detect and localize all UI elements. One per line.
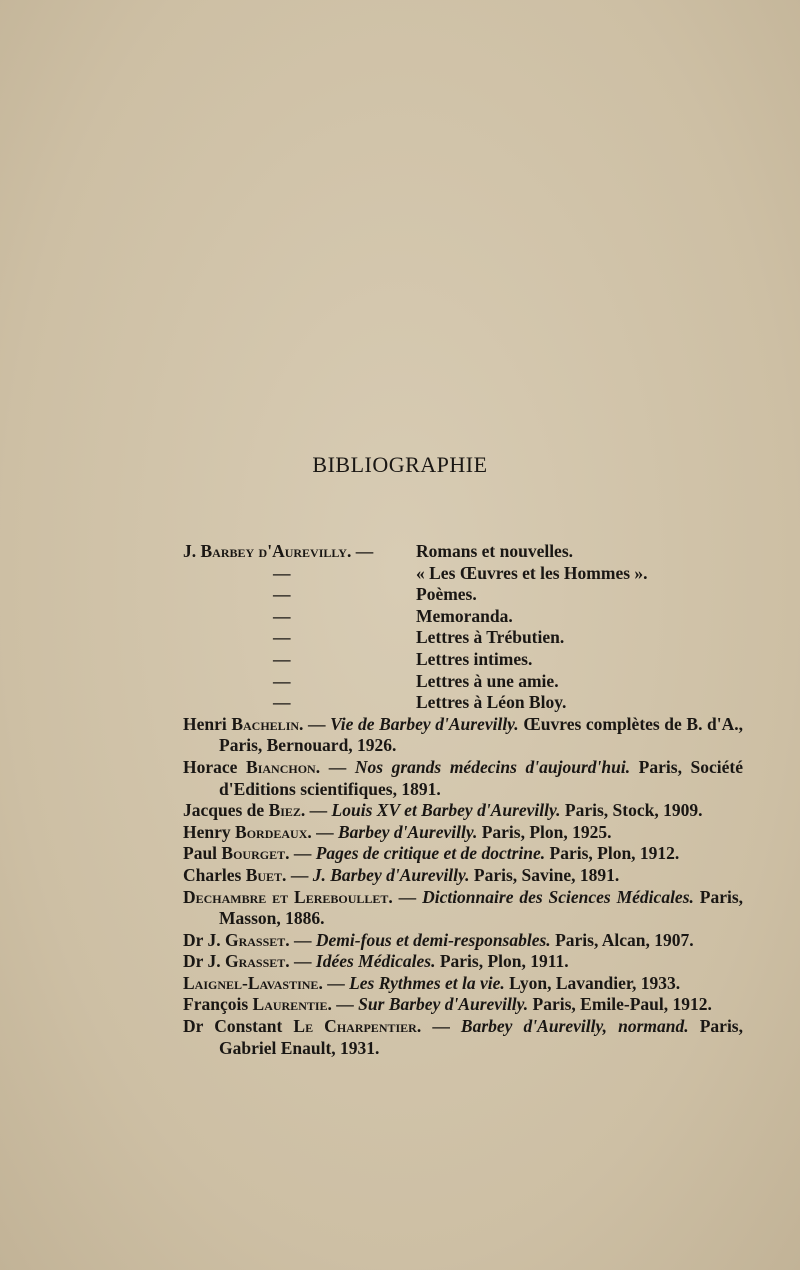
entry-publication: Lyon, Lavandier, 1933.: [504, 972, 681, 993]
entry-prefix: François: [183, 994, 253, 1015]
ditto-dash: —: [273, 605, 291, 626]
barbey-work: Lettres à une amie.: [416, 670, 559, 691]
barbey-entry-line: [183, 584, 743, 606]
entry-separator: —: [305, 800, 332, 821]
entry-author: Bordeaux.: [235, 821, 312, 842]
barbey-work: Poèmes.: [416, 584, 477, 605]
ditto-dash: —: [273, 584, 291, 605]
bibliography-entry: [183, 822, 743, 844]
barbey-work: Lettres intimes.: [416, 648, 533, 669]
entry-title: Louis XV et Barbey d'Aurevilly.: [331, 800, 561, 821]
entry-title: Demi-fous et demi-responsables.: [315, 929, 551, 950]
entry-prefix: Dr Constant: [183, 1016, 294, 1037]
entry-separator: —: [286, 864, 313, 885]
entry-prefix: Dr J.: [183, 929, 225, 950]
barbey-entry-line: [183, 541, 743, 563]
entry-separator: —: [331, 994, 359, 1015]
ditto-dash: —: [273, 648, 291, 669]
entry-publication: Paris, Société d'Editions scientifiques, 1891.: [219, 756, 744, 799]
entry-separator: —: [303, 713, 331, 734]
bibliography: [183, 541, 743, 1059]
barbey-entry-line: [183, 692, 743, 714]
entry-publication: Paris, Savine, 1891.: [469, 864, 620, 885]
entry-title: J. Barbey d'Aurevilly.: [312, 864, 470, 885]
barbey-work: « Les Œuvres et les Hommes ».: [416, 562, 648, 583]
entry-title: Barbey d'Aurevilly.: [337, 821, 478, 842]
entry-author: Dechambre et Lereboullet.: [183, 886, 393, 907]
entry-publication: Œuvres complètes de B. d'A., Paris, Bernouard, 1926.: [219, 713, 744, 756]
page-title: BIBLIOGRAPHIE: [312, 452, 488, 477]
entry-separator: —: [421, 1016, 461, 1037]
barbey-work: Lettres à Trébutien.: [416, 627, 565, 648]
barbey-entry-line: [183, 606, 743, 628]
bibliography-entry: [183, 887, 743, 930]
entry-author: Grasset.: [224, 951, 290, 972]
entry-separator: —: [289, 951, 316, 972]
entry-title: Dictionnaire des Sciences Médicales.: [422, 886, 694, 907]
bibliography-entry: [183, 865, 743, 887]
entry-prefix: Paul: [183, 843, 222, 864]
barbey-entry-line: [183, 671, 743, 693]
entry-author: Bianchon.: [246, 756, 321, 777]
entry-title: Barbey d'Aurevilly, normand.: [460, 1016, 689, 1037]
entry-prefix: Horace: [183, 756, 247, 777]
entry-prefix: Henri: [183, 713, 232, 734]
entry-author: Le Charpentier.: [293, 1016, 422, 1037]
barbey-work: Romans et nouvelles.: [416, 541, 574, 561]
ditto-dash: —: [273, 670, 291, 691]
entry-publication: Paris, Plon, 1911.: [435, 951, 569, 972]
entry-publication: Paris, Masson, 1886.: [219, 886, 744, 929]
entry-title: Sur Barbey d'Aurevilly.: [358, 994, 529, 1015]
entry-prefix: Dr J.: [183, 951, 225, 972]
barbey-entry-line: [183, 627, 743, 649]
barbey-author: J. Barbey d'Aurevilly. —: [183, 541, 374, 561]
entry-title: Les Rythmes et la vie.: [349, 972, 505, 993]
entry-separator: —: [320, 756, 355, 777]
bibliography-entry: [183, 843, 743, 865]
entry-publication: Paris, Stock, 1909.: [560, 800, 703, 821]
entry-publication: Paris, Plon, 1912.: [545, 843, 680, 864]
bibliography-entry: [183, 757, 743, 800]
entry-separator: —: [289, 843, 316, 864]
barbey-entry-line: [183, 563, 743, 585]
entry-separator: —: [289, 929, 316, 950]
bibliography-entry: [183, 973, 743, 995]
entry-separator: —: [311, 821, 338, 842]
entry-separator: —: [322, 972, 350, 993]
bibliography-entry: [183, 714, 743, 757]
entry-author: Bourget.: [221, 843, 290, 864]
ditto-dash: —: [273, 692, 291, 713]
entry-separator: —: [392, 886, 423, 907]
entry-author: Laurentie.: [252, 994, 332, 1015]
entry-author: Buet.: [245, 864, 287, 885]
bibliography-entry: [183, 930, 743, 952]
entry-title: Nos grands médecins d'aujourd'hui.: [354, 756, 631, 777]
entry-publication: Paris, Plon, 1925.: [477, 821, 612, 842]
entry-prefix: Jacques de: [183, 800, 269, 821]
ditto-dash: —: [273, 627, 291, 648]
entry-author: Bachelin.: [231, 713, 304, 734]
bibliography-entry: [183, 800, 743, 822]
entry-title: Vie de Barbey d'Aurevilly.: [330, 713, 519, 734]
entry-publication: Paris, Alcan, 1907.: [550, 929, 694, 950]
entry-publication: Paris, Emile-Paul, 1912.: [528, 994, 712, 1015]
barbey-entry-line: [183, 649, 743, 671]
entry-title: Pages de critique et de doctrine.: [315, 843, 546, 864]
entry-title: Idées Médicales.: [315, 951, 436, 972]
barbey-work: Lettres à Léon Bloy.: [416, 692, 567, 713]
ditto-dash: —: [273, 562, 291, 583]
entry-author: Grasset.: [224, 929, 290, 950]
barbey-work: Memoranda.: [416, 605, 513, 626]
entry-author: Biez.: [268, 800, 306, 821]
entry-prefix: Charles: [183, 864, 246, 885]
entry-publication: Paris, Gabriel Enault, 1931.: [219, 1016, 743, 1058]
bibliography-entry: [183, 994, 743, 1016]
entry-author: Laignel-Lavastine.: [183, 972, 323, 993]
bibliography-entry: [183, 1016, 743, 1059]
entry-prefix: Henry: [183, 821, 236, 842]
bibliography-entry: [183, 951, 743, 973]
